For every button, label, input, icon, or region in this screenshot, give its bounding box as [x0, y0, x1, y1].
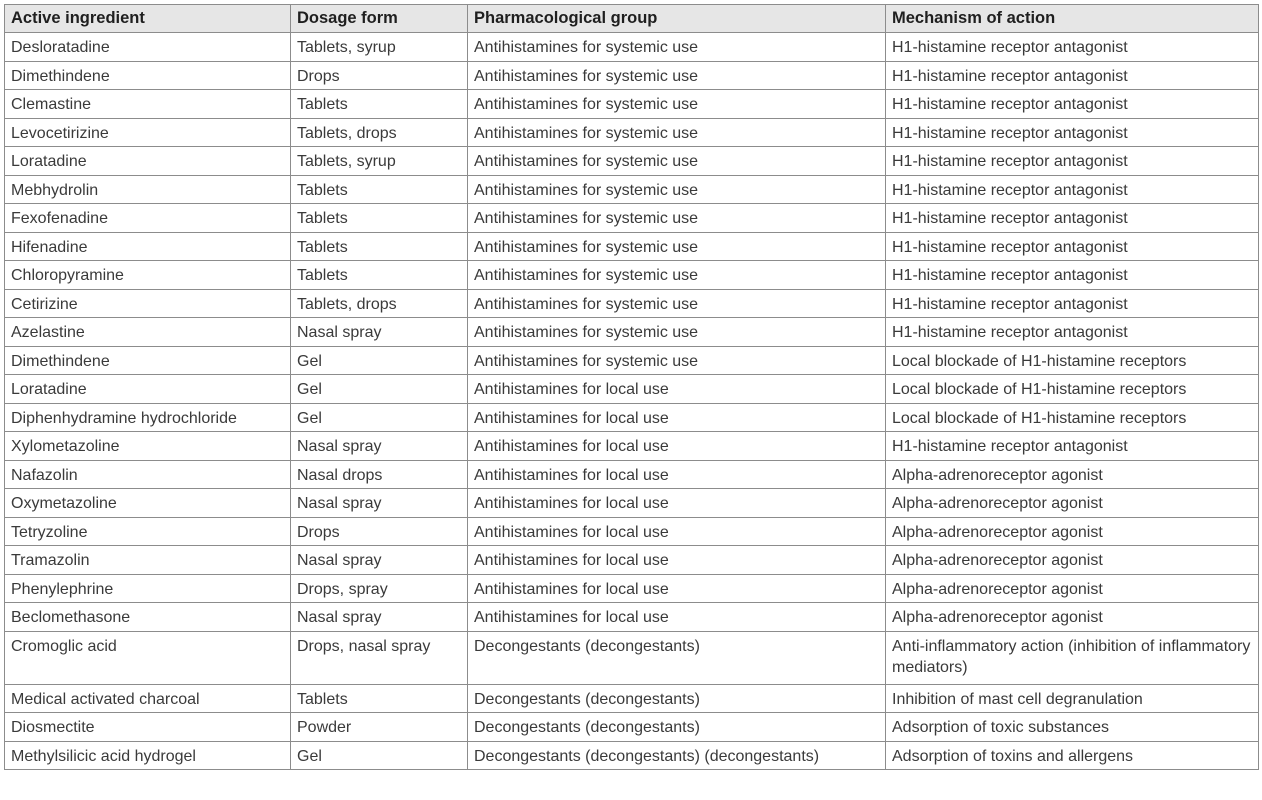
cell-active-ingredient: Dimethindene	[5, 61, 291, 90]
cell-dosage-form: Tablets, syrup	[291, 33, 468, 62]
cell-dosage-form: Tablets, drops	[291, 289, 468, 318]
cell-dosage-form: Powder	[291, 713, 468, 742]
cell-active-ingredient: Chloropyramine	[5, 261, 291, 290]
cell-pharmacological-group: Antihistamines for systemic use	[468, 204, 886, 233]
header-pharmacological-group: Pharmacological group	[468, 5, 886, 33]
table-row	[5, 33, 1259, 62]
cell-active-ingredient: Desloratadine	[5, 33, 291, 62]
cell-pharmacological-group: Antihistamines for local use	[468, 603, 886, 632]
cell-dosage-form: Tablets, drops	[291, 118, 468, 147]
cell-active-ingredient: Beclomethasone	[5, 603, 291, 632]
cell-active-ingredient: Mebhydrolin	[5, 175, 291, 204]
cell-active-ingredient: Nafazolin	[5, 460, 291, 489]
cell-pharmacological-group: Antihistamines for systemic use	[468, 289, 886, 318]
cell-active-ingredient: Azelastine	[5, 318, 291, 347]
cell-pharmacological-group: Antihistamines for systemic use	[468, 33, 886, 62]
cell-mechanism-of-action: Alpha-adrenoreceptor agonist	[886, 460, 1259, 489]
cell-mechanism-of-action: Adsorption of toxins and allergens	[886, 741, 1259, 770]
cell-active-ingredient: Clemastine	[5, 90, 291, 119]
cell-mechanism-of-action: Inhibition of mast cell degranulation	[886, 684, 1259, 713]
cell-dosage-form: Tablets	[291, 90, 468, 119]
cell-mechanism-of-action: H1-histamine receptor antagonist	[886, 175, 1259, 204]
header-dosage-form: Dosage form	[291, 5, 468, 33]
cell-pharmacological-group: Decongestants (decongestants)	[468, 713, 886, 742]
cell-pharmacological-group: Antihistamines for local use	[468, 403, 886, 432]
cell-active-ingredient: Dimethindene	[5, 346, 291, 375]
cell-pharmacological-group: Antihistamines for local use	[468, 517, 886, 546]
cell-pharmacological-group: Antihistamines for systemic use	[468, 261, 886, 290]
header-mechanism-of-action: Mechanism of action	[886, 5, 1259, 33]
cell-active-ingredient: Tramazolin	[5, 546, 291, 575]
cell-active-ingredient: Loratadine	[5, 375, 291, 404]
cell-mechanism-of-action: H1-histamine receptor antagonist	[886, 118, 1259, 147]
cell-dosage-form: Nasal spray	[291, 603, 468, 632]
cell-dosage-form: Gel	[291, 375, 468, 404]
cell-dosage-form: Tablets, syrup	[291, 147, 468, 176]
table-row	[5, 432, 1259, 461]
table-row	[5, 684, 1259, 713]
cell-mechanism-of-action: H1-histamine receptor antagonist	[886, 232, 1259, 261]
cell-active-ingredient: Diphenhydramine hydrochloride	[5, 403, 291, 432]
cell-active-ingredient: Loratadine	[5, 147, 291, 176]
cell-pharmacological-group: Antihistamines for local use	[468, 432, 886, 461]
drug-table-container	[4, 4, 1258, 770]
cell-pharmacological-group: Antihistamines for systemic use	[468, 61, 886, 90]
cell-mechanism-of-action: H1-histamine receptor antagonist	[886, 61, 1259, 90]
table-row	[5, 346, 1259, 375]
table-row	[5, 232, 1259, 261]
cell-mechanism-of-action: H1-histamine receptor antagonist	[886, 33, 1259, 62]
cell-active-ingredient: Diosmectite	[5, 713, 291, 742]
cell-mechanism-of-action: Anti-inflammatory action (inhibition of inflammatory mediators)	[886, 631, 1259, 684]
table-row	[5, 546, 1259, 575]
cell-mechanism-of-action: H1-histamine receptor antagonist	[886, 261, 1259, 290]
cell-active-ingredient: Medical activated charcoal	[5, 684, 291, 713]
cell-mechanism-of-action: Local blockade of H1-histamine receptors	[886, 346, 1259, 375]
table-row	[5, 631, 1259, 684]
cell-dosage-form: Drops, spray	[291, 574, 468, 603]
cell-dosage-form: Nasal spray	[291, 432, 468, 461]
table-header-row	[5, 5, 1259, 33]
table-row	[5, 318, 1259, 347]
cell-active-ingredient: Cetirizine	[5, 289, 291, 318]
cell-pharmacological-group: Antihistamines for local use	[468, 460, 886, 489]
cell-active-ingredient: Cromoglic acid	[5, 631, 291, 684]
cell-pharmacological-group: Decongestants (decongestants)	[468, 684, 886, 713]
cell-pharmacological-group: Antihistamines for systemic use	[468, 147, 886, 176]
table-row	[5, 289, 1259, 318]
header-active-ingredient: Active ingredient	[5, 5, 291, 33]
cell-dosage-form: Tablets	[291, 261, 468, 290]
cell-dosage-form: Drops	[291, 61, 468, 90]
cell-mechanism-of-action: Alpha-adrenoreceptor agonist	[886, 517, 1259, 546]
table-row	[5, 261, 1259, 290]
cell-active-ingredient: Phenylephrine	[5, 574, 291, 603]
cell-mechanism-of-action: Alpha-adrenoreceptor agonist	[886, 489, 1259, 518]
cell-mechanism-of-action: Alpha-adrenoreceptor agonist	[886, 574, 1259, 603]
cell-dosage-form: Gel	[291, 741, 468, 770]
cell-dosage-form: Gel	[291, 346, 468, 375]
cell-pharmacological-group: Antihistamines for systemic use	[468, 175, 886, 204]
table-row	[5, 489, 1259, 518]
table-row	[5, 741, 1259, 770]
table-row	[5, 460, 1259, 489]
cell-mechanism-of-action: H1-histamine receptor antagonist	[886, 318, 1259, 347]
cell-pharmacological-group: Antihistamines for local use	[468, 375, 886, 404]
table-row	[5, 574, 1259, 603]
cell-active-ingredient: Levocetirizine	[5, 118, 291, 147]
table-body	[5, 33, 1259, 770]
cell-mechanism-of-action: Alpha-adrenoreceptor agonist	[886, 603, 1259, 632]
cell-active-ingredient: Xylometazoline	[5, 432, 291, 461]
table-row	[5, 175, 1259, 204]
cell-dosage-form: Tablets	[291, 175, 468, 204]
cell-pharmacological-group: Antihistamines for systemic use	[468, 118, 886, 147]
cell-dosage-form: Nasal spray	[291, 489, 468, 518]
cell-dosage-form: Nasal drops	[291, 460, 468, 489]
table-row	[5, 517, 1259, 546]
cell-mechanism-of-action: Local blockade of H1-histamine receptors	[886, 375, 1259, 404]
cell-mechanism-of-action: Local blockade of H1-histamine receptors	[886, 403, 1259, 432]
table-row	[5, 375, 1259, 404]
cell-dosage-form: Gel	[291, 403, 468, 432]
table-row	[5, 147, 1259, 176]
cell-mechanism-of-action: H1-histamine receptor antagonist	[886, 90, 1259, 119]
cell-dosage-form: Tablets	[291, 232, 468, 261]
table-row	[5, 90, 1259, 119]
cell-pharmacological-group: Antihistamines for local use	[468, 574, 886, 603]
table-row	[5, 61, 1259, 90]
cell-pharmacological-group: Antihistamines for systemic use	[468, 232, 886, 261]
cell-active-ingredient: Tetryzoline	[5, 517, 291, 546]
table-row	[5, 713, 1259, 742]
cell-pharmacological-group: Antihistamines for systemic use	[468, 346, 886, 375]
cell-active-ingredient: Hifenadine	[5, 232, 291, 261]
cell-pharmacological-group: Antihistamines for local use	[468, 489, 886, 518]
cell-dosage-form: Drops	[291, 517, 468, 546]
drug-table	[4, 4, 1259, 770]
cell-dosage-form: Nasal spray	[291, 318, 468, 347]
cell-mechanism-of-action: Adsorption of toxic substances	[886, 713, 1259, 742]
table-row	[5, 403, 1259, 432]
table-row	[5, 118, 1259, 147]
cell-dosage-form: Drops, nasal spray	[291, 631, 468, 684]
cell-pharmacological-group: Decongestants (decongestants)	[468, 631, 886, 684]
cell-mechanism-of-action: Alpha-adrenoreceptor agonist	[886, 546, 1259, 575]
cell-pharmacological-group: Antihistamines for systemic use	[468, 90, 886, 119]
cell-pharmacological-group: Antihistamines for local use	[468, 546, 886, 575]
table-row	[5, 204, 1259, 233]
cell-mechanism-of-action: H1-histamine receptor antagonist	[886, 147, 1259, 176]
cell-pharmacological-group: Decongestants (decongestants) (decongestants)	[468, 741, 886, 770]
cell-dosage-form: Tablets	[291, 684, 468, 713]
table-row	[5, 603, 1259, 632]
cell-mechanism-of-action: H1-histamine receptor antagonist	[886, 204, 1259, 233]
cell-dosage-form: Nasal spray	[291, 546, 468, 575]
cell-mechanism-of-action: H1-histamine receptor antagonist	[886, 289, 1259, 318]
cell-mechanism-of-action: H1-histamine receptor antagonist	[886, 432, 1259, 461]
cell-active-ingredient: Methylsilicic acid hydrogel	[5, 741, 291, 770]
cell-dosage-form: Tablets	[291, 204, 468, 233]
cell-active-ingredient: Oxymetazoline	[5, 489, 291, 518]
cell-active-ingredient: Fexofenadine	[5, 204, 291, 233]
cell-pharmacological-group: Antihistamines for systemic use	[468, 318, 886, 347]
